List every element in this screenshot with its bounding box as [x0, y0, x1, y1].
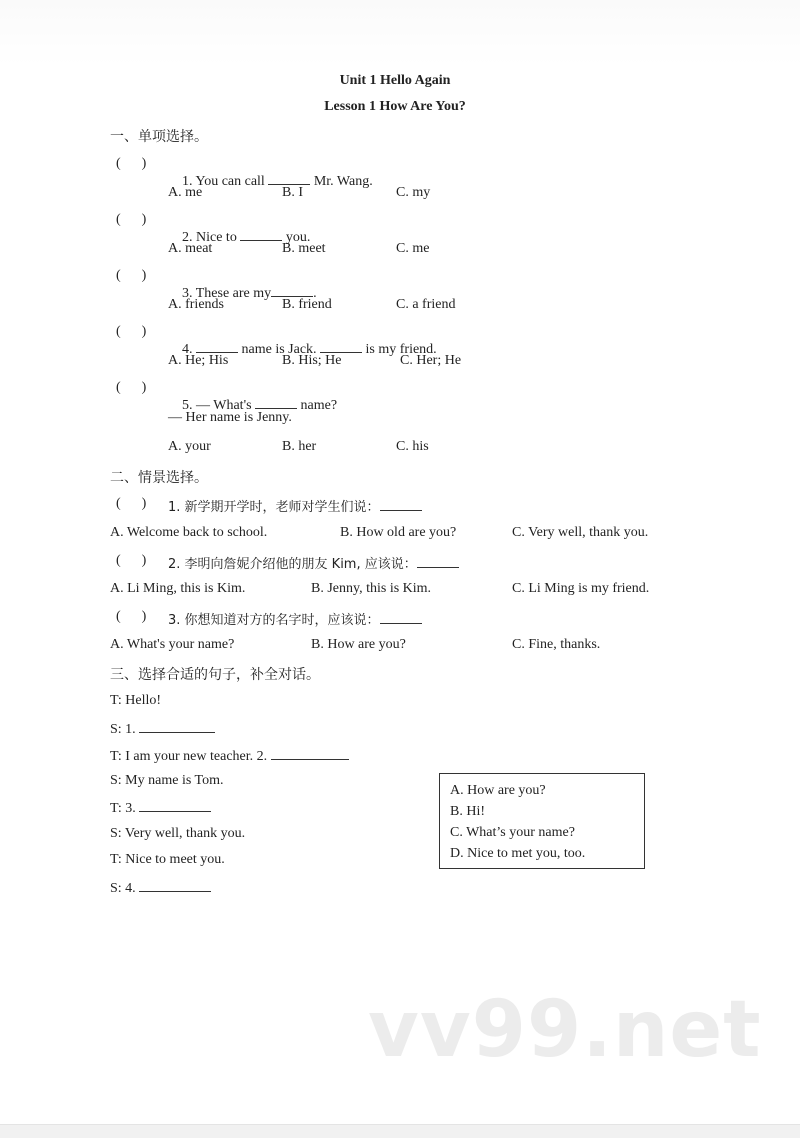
question-s2q2	[168, 553, 459, 573]
option-b: B. His; He	[282, 353, 342, 368]
top-margin	[0, 0, 800, 66]
unit-title: Unit 1 Hello Again	[339, 73, 451, 88]
option-c: C. his	[396, 439, 429, 454]
stem-text: 4.	[182, 342, 196, 357]
choice-d: D. Nice to met you, too.	[450, 846, 586, 861]
option-b: B. Jenny, this is Kim.	[311, 581, 432, 596]
stem-text: 1. 新学期开学时，老师对学生们说：	[168, 500, 380, 515]
answer-blank	[271, 747, 349, 760]
option-a: A. meat	[168, 241, 213, 256]
lesson-title: Lesson 1 How Are You?	[324, 99, 466, 114]
stem-text: 2. Nice to	[182, 230, 241, 245]
stem-text: 2. 李明向詹妮介绍他的朋友 Kim, 应该说：	[168, 557, 417, 572]
option-b: B. How are you?	[311, 637, 406, 652]
answer-paren-s2q2: ( )	[116, 553, 147, 568]
option-b: B. I	[282, 185, 303, 200]
answer-paren-s2q1: ( )	[116, 496, 147, 511]
option-c: C. me	[396, 241, 430, 256]
section1-heading: 一、单项选择。	[110, 129, 208, 145]
stem-text: .	[313, 286, 317, 301]
option-a: A. Li Ming, this is Kim.	[110, 581, 246, 596]
dialogue-line	[110, 799, 211, 817]
bottom-margin	[0, 1124, 800, 1138]
answer-paren-s2q3: ( )	[116, 609, 147, 624]
stem-text: name?	[297, 398, 338, 413]
answer-blank	[268, 172, 310, 185]
stem-text: is my friend.	[362, 342, 437, 357]
option-b: B. her	[282, 439, 317, 454]
dialogue-line	[110, 720, 215, 738]
answer-paren-s1q1: ( )	[116, 156, 147, 171]
option-a: A. Welcome back to school.	[110, 525, 268, 540]
answer-blank	[320, 340, 362, 353]
option-b: B. How old are you?	[340, 525, 457, 540]
option-c: C. my	[396, 185, 431, 200]
sentence-choices-box	[439, 773, 645, 869]
section3-heading: 三、选择合适的句子，补全对话。	[110, 667, 320, 683]
option-c: C. Very well, thank you.	[512, 525, 649, 540]
question-reply: — Her name is Jenny.	[168, 410, 292, 425]
answer-paren-s1q3: ( )	[116, 268, 147, 283]
choice-c: C. What’s your name?	[450, 825, 575, 840]
answer-blank	[139, 799, 211, 812]
question-s2q1	[168, 496, 422, 516]
stem-text: you.	[282, 230, 311, 245]
dialogue-line: T: Hello!	[110, 693, 162, 708]
option-a: A. What's your name?	[110, 637, 235, 652]
option-a: A. friends	[168, 297, 224, 312]
stem-text: name is Jack.	[238, 342, 321, 357]
option-b: B. friend	[282, 297, 332, 312]
dialogue-text: T: 3.	[110, 801, 140, 816]
stem-text: 1. You can call	[182, 174, 269, 189]
answer-blank	[139, 720, 215, 733]
answer-blank	[271, 284, 313, 297]
dialogue-line: T: Nice to meet you.	[110, 852, 225, 867]
answer-blank	[255, 396, 297, 409]
option-b: B. meet	[282, 241, 326, 256]
option-a: A. your	[168, 439, 211, 454]
question-s2q3	[168, 609, 422, 629]
answer-paren-s1q5: ( )	[116, 380, 147, 395]
answer-paren-s1q4: ( )	[116, 324, 147, 339]
choice-a: A. How are you?	[450, 783, 546, 798]
dialogue-line	[110, 747, 349, 765]
dialogue-text: S: 4.	[110, 881, 140, 896]
watermark: vv99.net	[368, 985, 762, 1075]
option-a: A. He; His	[168, 353, 229, 368]
answer-blank	[380, 498, 422, 511]
answer-blank	[380, 611, 422, 624]
stem-text: Mr. Wang.	[310, 174, 373, 189]
answer-paren-s1q2: ( )	[116, 212, 147, 227]
dialogue-text: T: I am your new teacher. 2.	[110, 749, 271, 764]
option-c: C. Fine, thanks.	[512, 637, 601, 652]
option-a: A. me	[168, 185, 203, 200]
answer-blank	[139, 879, 211, 892]
stem-text: 3. 你想知道对方的名字时，应该说：	[168, 613, 380, 628]
answer-blank	[417, 555, 459, 568]
option-c: C. Her; He	[400, 353, 462, 368]
dialogue-line: S: My name is Tom.	[110, 773, 224, 788]
option-c: C. Li Ming is my friend.	[512, 581, 650, 596]
answer-blank	[196, 340, 238, 353]
dialogue-line: S: Very well, thank you.	[110, 826, 246, 841]
stem-text: 5. — What's	[182, 398, 256, 413]
option-c: C. a friend	[396, 297, 456, 312]
stem-text: 3. These are my	[182, 286, 272, 301]
dialogue-text: S: 1.	[110, 722, 140, 737]
answer-blank	[240, 228, 282, 241]
choice-b: B. Hi!	[450, 804, 485, 819]
section2-heading: 二、情景选择。	[110, 470, 208, 486]
dialogue-line	[110, 879, 211, 897]
